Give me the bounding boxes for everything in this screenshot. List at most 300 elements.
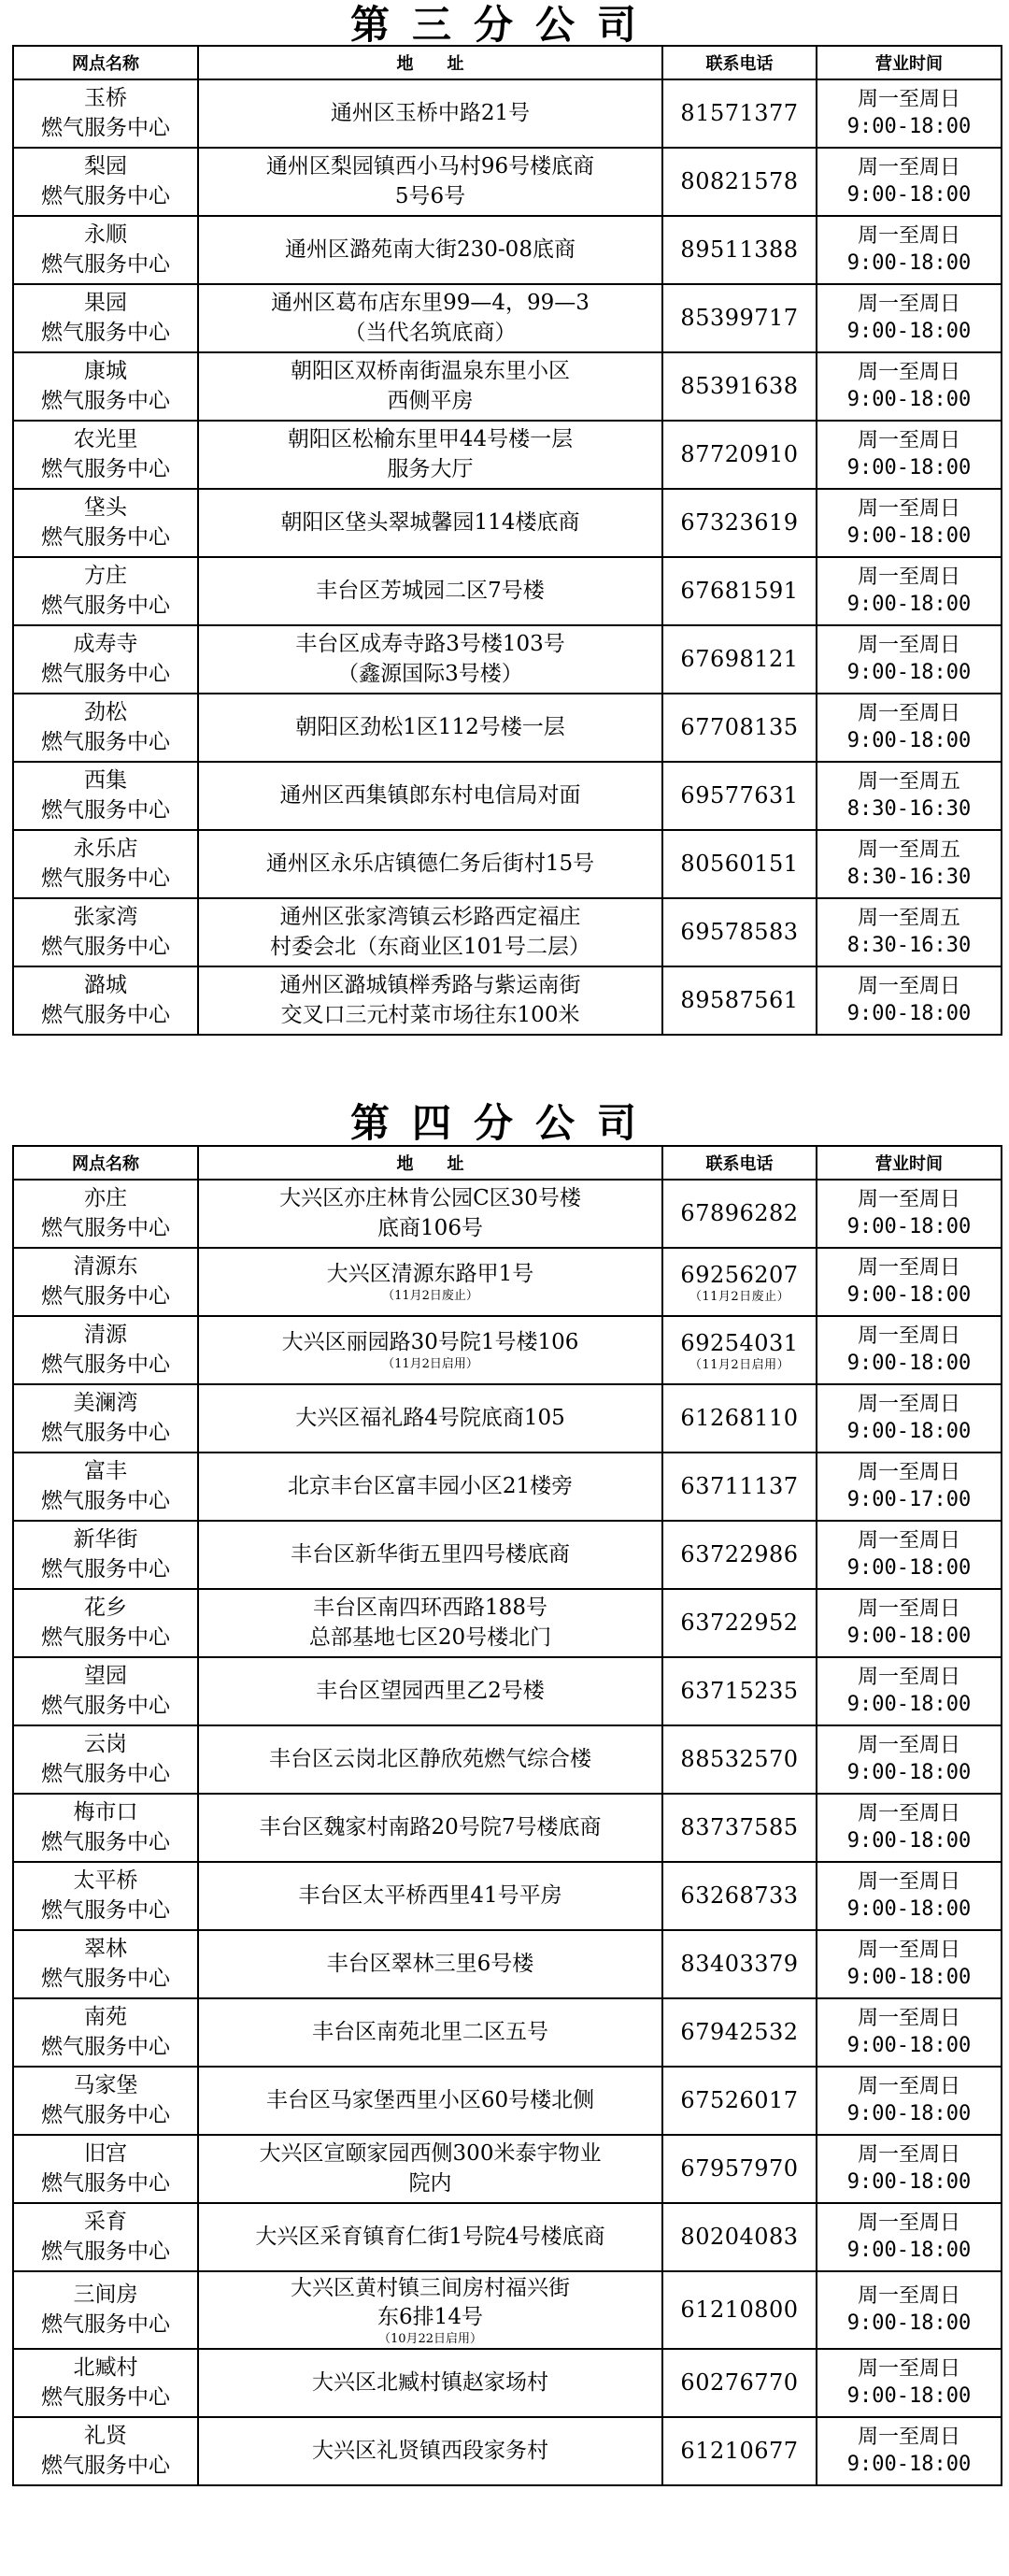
hours-line: 9:00-18:00 [846,592,972,616]
branch-name-line: 成寿寺 [73,632,138,657]
address-cell [198,352,662,421]
branch-name-cell [13,1316,198,1384]
phone-cell [662,1384,817,1453]
hours-line: 周一至周日 [857,1665,960,1689]
address-line: 丰台区新华街五里四号楼底商 [291,1541,570,1567]
hours-line: 9:00-17:00 [846,1487,972,1511]
header-name: 网点名称 [13,1146,198,1180]
hours-line: 周一至周五 [857,906,960,930]
hours-line: 8:30-16:30 [846,796,972,821]
hours-line: 9:00-18:00 [846,2311,972,2335]
hours-line: 9:00-18:00 [846,1828,972,1853]
table-row [13,2067,1002,2135]
hours-line: 周一至周日 [857,2283,960,2308]
table-row [13,284,1002,352]
phone-cell [662,966,817,1035]
hours-cell [817,1248,1002,1316]
hours-line: 周一至周日 [857,2074,960,2098]
header-name: 网点名称 [13,46,198,79]
branch-name-cell [13,694,198,762]
phone-number: 69254031 [680,1329,799,1356]
branch-name-line: 北臧村 [73,2355,138,2381]
table-row [13,1862,1002,1930]
branch-name-cell [13,1657,198,1725]
address-cell [198,1248,662,1316]
hours-cell [817,1725,1002,1794]
address-line: 丰台区成寿寺路3号楼103号 [295,632,565,657]
phone-number: 83737585 [680,1814,799,1841]
phone-number: 88532570 [680,1746,799,1773]
phone-cell [662,898,817,966]
branch-name-line: 劲松 [84,700,127,725]
phone-number: 61210677 [680,2438,799,2465]
phone-cell [662,625,817,694]
hours-line: 周一至周日 [857,1324,960,1348]
phone-cell [662,1998,817,2067]
table-row [13,966,1002,1035]
table-header-row [13,1146,1002,1180]
address-cell [198,421,662,489]
hours-cell [817,352,1002,421]
hours-line: 周一至周五 [857,837,960,862]
hours-line: 周一至周日 [857,1938,960,1962]
hours-line: 9:00-18:00 [846,1214,972,1238]
phone-number: 67896282 [680,1200,799,1227]
phone-cell [662,1180,817,1248]
branch-name-line: 南苑 [84,2005,127,2030]
phone-number: 63715235 [680,1678,799,1705]
branch-name-line: 燃气服务中心 [41,456,170,481]
branch-name-line: 方庄 [84,564,127,589]
hours-cell [817,762,1002,830]
branch-name-cell [13,1930,198,1998]
phone-cell [662,1521,817,1589]
address-line: 大兴区清源东路甲1号 [326,1262,534,1287]
address-line: 大兴区宣颐家园西侧300米泰宇物业 [259,2141,602,2167]
address-line: 大兴区丽园路30号院1号楼106 [281,1330,579,1355]
address-line: （当代名筑底商） [344,320,517,345]
hours-cell [817,2271,1002,2349]
branch-name-line: 燃气服务中心 [41,1624,170,1650]
branch-name-line: 云岗 [84,1732,127,1757]
hours-line: 周一至周日 [857,1392,960,1416]
hours-line: 周一至周日 [857,87,960,111]
hours-cell [817,1384,1002,1453]
branch-name-cell [13,1384,198,1453]
address-cell [198,489,662,557]
table-row [13,2203,1002,2271]
table-row [13,1589,1002,1657]
branch-name-line: 燃气服务中心 [41,729,170,754]
branch-name-line: 农光里 [73,427,138,452]
branch-name-cell [13,216,198,284]
branch-name-line: 梅市口 [73,1800,138,1825]
phone-number: 63268733 [680,1882,799,1910]
branch-name-line: 燃气服务中心 [41,251,170,277]
section-title: 第三分公司 [349,2,659,48]
table-row [13,1998,1002,2067]
phone-number: 67323619 [680,509,799,537]
table-row [13,216,1002,284]
address-line: 西侧平房 [387,388,474,413]
address-cell [198,1180,662,1248]
branch-name-cell [13,557,198,625]
hours-line: 9:00-18:00 [846,250,972,275]
hours-line: 9:00-18:00 [846,728,972,752]
hours-cell [817,2417,1002,2485]
phone-number: 63711137 [680,1473,799,1500]
hours-line: 周一至周日 [857,701,960,725]
address-line: 丰台区望园西里乙2号楼 [316,1678,545,1703]
address-note: （11月2日废止） [382,1289,478,1304]
hours-cell [817,216,1002,284]
phone-cell [662,284,817,352]
branch-name-line: 翠林 [84,1937,127,1962]
section-title: 第四分公司 [349,1100,659,1146]
branch-name-line: 果园 [84,291,127,316]
address-line: 大兴区北臧村镇赵家场村 [312,2369,548,2395]
hours-line: 周一至周日 [857,2425,960,2449]
phone-cell [662,489,817,557]
address-line: 大兴区福礼路4号院底商105 [295,1405,565,1430]
hours-line: 周一至周日 [857,428,960,452]
hours-cell [817,1589,1002,1657]
hours-line: 周一至周日 [857,1596,960,1621]
table-row [13,1248,1002,1316]
branch-name-cell [13,1589,198,1657]
hours-cell [817,1521,1002,1589]
hours-cell [817,898,1002,966]
phone-cell [662,1930,817,1998]
phone-cell [662,557,817,625]
phone-cell [662,352,817,421]
table-row [13,2271,1002,2349]
branch-name-line: 礼贤 [84,2424,127,2449]
branch-name-line: 西集 [84,768,127,794]
address-cell [198,1521,662,1589]
hours-line: 9:00-18:00 [846,2452,972,2476]
table-row [13,1930,1002,1998]
address-line: 大兴区采育镇育仁街1号院4号楼底商 [255,2224,605,2249]
phone-cell [662,1589,817,1657]
branch-name-line: 燃气服务中心 [41,1002,170,1027]
phone-cell [662,2203,817,2271]
header-phone: 联系电话 [662,46,817,79]
hours-cell [817,1657,1002,1725]
branch-name-line: 旧宫 [84,2141,127,2167]
hours-line: 周一至周日 [857,292,960,316]
branch-name-cell [13,830,198,898]
address-line: 丰台区南四环西路188号 [313,1596,547,1621]
hours-line: 周一至周日 [857,1460,960,1484]
phone-cell [662,2271,817,2349]
table-row [13,1657,1002,1725]
branch-name-cell [13,148,198,216]
phone-number: 81571377 [680,100,799,127]
address-cell [198,1794,662,1862]
phone-note: （11月2日启用） [689,1357,790,1372]
address-line: 丰台区南苑北里二区五号 [312,2019,548,2044]
header-address: 地 址 [198,46,662,79]
address-line: 北京丰台区富丰园小区21楼旁 [287,1473,574,1498]
address-note: （10月22日启用） [377,2331,483,2346]
hours-line: 9:00-18:00 [846,660,972,684]
branch-name-line: 永乐店 [73,837,138,862]
hours-cell [817,1794,1002,1862]
hours-cell [817,1453,1002,1521]
address-note: （11月2日启用） [382,1357,478,1372]
address-line: 丰台区翠林三里6号楼 [326,1951,534,1976]
table-row [13,2417,1002,2485]
phone-cell [662,694,817,762]
branch-name-line: 燃气服务中心 [41,115,170,140]
branch-name-cell [13,284,198,352]
branch-name-line: 燃气服务中心 [41,1352,170,1377]
hours-line: 9:00-18:00 [846,1555,972,1580]
phone-number: 67698121 [680,646,799,673]
branch-name-cell [13,1998,198,2067]
hours-cell [817,421,1002,489]
address-cell [198,2067,662,2135]
address-line: 大兴区黄村镇三间房村福兴街 [291,2275,570,2300]
address-line: 丰台区云岗北区静欣苑燃气综合楼 [269,1746,591,1771]
hours-line: 周一至周日 [857,1801,960,1825]
phone-number: 67526017 [680,2087,799,2114]
branch-name-cell [13,762,198,830]
branch-name-line: 燃气服务中心 [41,2239,170,2264]
branch-name-cell [13,421,198,489]
hours-line: 9:00-18:00 [846,523,972,548]
hours-line: 周一至周日 [857,1187,960,1211]
address-cell [198,1384,662,1453]
hours-line: 周一至周日 [857,565,960,589]
address-cell [198,1930,662,1998]
hours-line: 周一至周日 [857,1733,960,1757]
hours-line: 9:00-18:00 [846,1896,972,1921]
phone-cell [662,2417,817,2485]
phone-number: 61210800 [680,2297,799,2324]
address-cell [198,830,662,898]
address-cell [198,1316,662,1384]
address-line: 朝阳区垡头翠城馨园114楼底商 [280,509,580,535]
phone-number: 67681591 [680,578,799,605]
branch-name-cell [13,1794,198,1862]
phone-number: 67957970 [680,2155,799,2182]
branch-name-line: 燃气服务中心 [41,1283,170,1309]
address-cell [198,2135,662,2203]
address-line: 通州区梨园镇西小马村96号楼底商 [265,154,595,179]
branch-name-line: 燃气服务中心 [41,1215,170,1240]
table-header-row [13,46,1002,79]
hours-line: 8:30-16:30 [846,865,972,889]
hours-line: 9:00-18:00 [846,2238,972,2262]
phone-cell [662,830,817,898]
branch-name-line: 燃气服务中心 [41,1420,170,1445]
branch-name-line: 永顺 [84,222,127,248]
branch-name-line: 望园 [84,1664,127,1689]
phone-cell [662,1453,817,1521]
table-row [13,421,1002,489]
hours-cell [817,966,1002,1035]
branch-name-line: 燃气服务中心 [41,1966,170,1991]
branch-name-line: 燃气服务中心 [41,1897,170,1923]
table-row [13,79,1002,148]
branch-name-line: 康城 [84,359,127,384]
table-row [13,352,1002,421]
address-line: 通州区潞城镇榉秀路与紫运南街 [279,973,581,998]
hours-line: 9:00-18:00 [846,1419,972,1443]
address-cell [198,2349,662,2417]
address-line: 底商106号 [377,1215,483,1240]
phone-number: 89587561 [680,987,799,1014]
address-cell [198,1657,662,1725]
header-phone: 联系电话 [662,1146,817,1180]
phone-cell [662,762,817,830]
address-line: 丰台区芳城园二区7号楼 [316,578,545,603]
address-line: 通州区潞苑南大街230-08底商 [285,236,576,262]
branch-name-cell [13,1180,198,1248]
hours-line: 9:00-18:00 [846,1692,972,1716]
branch-name-cell [13,2417,198,2485]
hours-cell [817,1180,1002,1248]
branch-name-line: 清源东 [73,1254,138,1280]
hours-line: 9:00-18:00 [846,114,972,138]
branch-name-line: 潞城 [84,973,127,998]
header-hours: 营业时间 [817,1146,1002,1180]
phone-cell [662,421,817,489]
branch-name-line: 燃气服务中心 [41,593,170,618]
branch-name-line: 梨园 [84,154,127,179]
hours-line: 周一至周日 [857,974,960,998]
address-line: 交叉口三元村菜市场往东100米 [280,1002,580,1027]
hours-cell [817,1862,1002,1930]
address-line: 丰台区马家堡西里小区60号楼北侧 [265,2087,595,2112]
branch-name-line: 燃气服务中心 [41,524,170,550]
phone-number: 69577631 [680,782,799,809]
phone-cell [662,216,817,284]
phone-cell [662,1316,817,1384]
branch-name-cell [13,1862,198,1930]
phone-number: 63722952 [680,1610,799,1637]
phone-number: 69256207 [680,1261,799,1288]
address-cell [198,284,662,352]
table-row [13,898,1002,966]
branch-name-line: 燃气服务中心 [41,2453,170,2478]
hours-line: 周一至周日 [857,155,960,179]
phone-number: 63722986 [680,1541,799,1568]
phone-cell [662,2067,817,2135]
branch-name-cell [13,2067,198,2135]
hours-cell [817,2203,1002,2271]
phone-number: 80204083 [680,2224,799,2251]
hours-line: 周一至周日 [857,2211,960,2235]
branch-name-line: 三间房 [73,2283,138,2308]
branch-name-line: 富丰 [84,1459,127,1484]
branch-name-line: 新华街 [73,1527,138,1553]
branch-name-line: 清源 [84,1323,127,1348]
branch-name-line: 燃气服务中心 [41,1761,170,1786]
phone-number: 80821578 [680,168,799,195]
branch-name-line: 太平桥 [73,1868,138,1894]
hours-cell [817,284,1002,352]
header-hours: 营业时间 [817,46,1002,79]
phone-cell [662,1248,817,1316]
branch-name-line: 燃气服务中心 [41,1829,170,1854]
table-row [13,762,1002,830]
branch-name-line: 燃气服务中心 [41,2034,170,2059]
address-line: 丰台区魏家村南路20号院7号楼底商 [259,1814,602,1839]
branch-name-line: 燃气服务中心 [41,320,170,345]
address-line: 朝阳区双桥南街温泉东里小区 [291,359,570,384]
table-row [13,2135,1002,2203]
branch-name-line: 燃气服务中心 [41,388,170,413]
branch-name-cell [13,2271,198,2349]
address-line: 大兴区亦庄林肯公园C区30号楼 [279,1186,581,1211]
address-cell [198,625,662,694]
hours-line: 9:00-18:00 [846,387,972,411]
table-row [13,1384,1002,1453]
address-line: （鑫源国际3号楼） [337,661,523,686]
phone-cell [662,2135,817,2203]
table-row [13,1794,1002,1862]
branch-name-cell [13,79,198,148]
branch-name-cell [13,2203,198,2271]
phone-cell [662,1862,817,1930]
address-cell [198,2417,662,2485]
hours-line: 周一至周五 [857,769,960,794]
phone-number: 87720910 [680,441,799,468]
hours-cell [817,2349,1002,2417]
branch-name-line: 燃气服务中心 [41,661,170,686]
phone-number: 85399717 [680,305,799,332]
phone-number: 85391638 [680,373,799,400]
branch-name-line: 美澜湾 [73,1391,138,1416]
address-line: 通州区张家湾镇云杉路西定福庄 [279,905,581,930]
hours-line: 9:00-18:00 [846,2033,972,2057]
table-row [13,1180,1002,1248]
branch-name-line: 燃气服务中心 [41,934,170,959]
address-cell [198,1453,662,1521]
address-cell [198,1862,662,1930]
branch-name-cell [13,2349,198,2417]
branch-name-line: 玉桥 [84,86,127,111]
hours-line: 周一至周日 [857,633,960,657]
branch-name-line: 垡头 [84,495,127,521]
address-line: 通州区西集镇郎东村电信局对面 [279,782,581,808]
phone-cell [662,1657,817,1725]
branch-name-cell [13,1453,198,1521]
hours-line: 周一至周日 [857,2006,960,2030]
address-cell [198,2203,662,2271]
address-cell [198,1725,662,1794]
address-cell [198,966,662,1035]
phone-number: 67708135 [680,714,799,741]
hours-line: 周一至周日 [857,360,960,384]
hours-cell [817,2135,1002,2203]
address-line: 村委会北（东商业区101号二层） [270,934,590,959]
hours-line: 9:00-18:00 [846,1624,972,1648]
phone-number: 80560151 [680,851,799,878]
address-cell [198,762,662,830]
hours-line: 9:00-18:00 [846,1965,972,1989]
hours-line: 9:00-18:00 [846,455,972,479]
hours-cell [817,625,1002,694]
hours-cell [817,1998,1002,2067]
phone-number: 60276770 [680,2369,799,2397]
branch-name-line: 燃气服务中心 [41,797,170,823]
address-line: 通州区葛布店东里99—4，99—3 [271,291,590,316]
phone-number: 61268110 [680,1405,799,1432]
